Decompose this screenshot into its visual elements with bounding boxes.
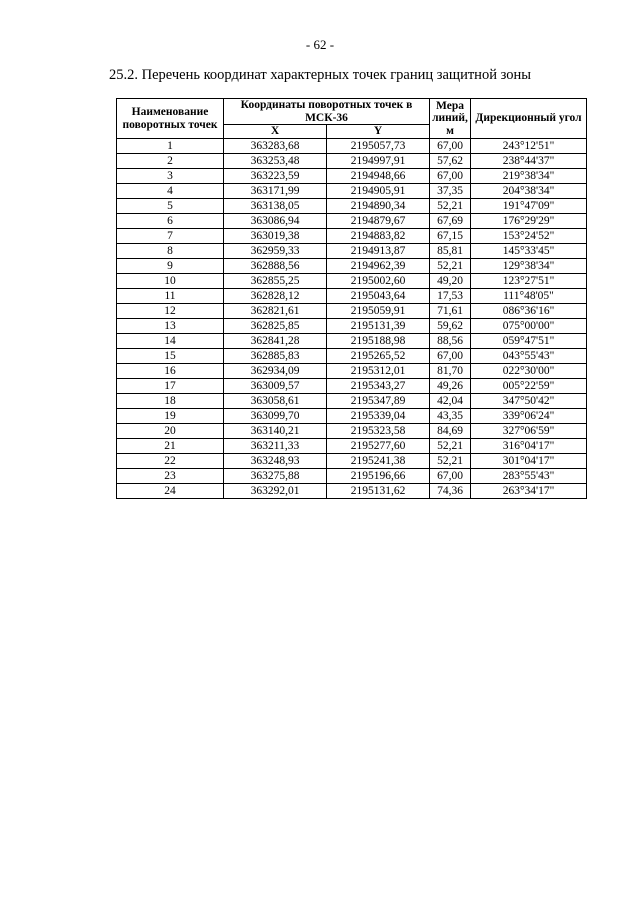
cell-direction-angle: 022°30'00" — [471, 364, 587, 379]
cell-line-length: 67,00 — [430, 349, 471, 364]
cell-x: 362885,83 — [224, 349, 327, 364]
page-number: - 62 - — [305, 37, 335, 52]
table-row — [117, 454, 587, 469]
cell-point-number: 17 — [117, 379, 224, 394]
cell-direction-angle: 005°22'59" — [471, 379, 587, 394]
header-coordinates-group: Координаты поворотных точек в МСК-36 — [224, 99, 430, 125]
cell-y: 2195277,60 — [327, 439, 430, 454]
table-body — [117, 139, 587, 499]
table-row — [117, 154, 587, 169]
cell-line-length: 52,21 — [430, 439, 471, 454]
cell-point-number: 7 — [117, 229, 224, 244]
table-row — [117, 289, 587, 304]
cell-direction-angle: 316°04'17" — [471, 439, 587, 454]
cell-y: 2195196,66 — [327, 469, 430, 484]
cell-x: 362888,56 — [224, 259, 327, 274]
cell-direction-angle: 283°55'43" — [471, 469, 587, 484]
cell-point-number: 21 — [117, 439, 224, 454]
table-row — [117, 484, 587, 499]
table-row — [117, 469, 587, 484]
cell-x: 363253,48 — [224, 154, 327, 169]
cell-direction-angle: 086°36'16" — [471, 304, 587, 319]
cell-point-number: 10 — [117, 274, 224, 289]
cell-point-number: 9 — [117, 259, 224, 274]
cell-direction-angle: 339°06'24" — [471, 409, 587, 424]
header-x: X — [224, 125, 327, 139]
cell-x: 363138,05 — [224, 199, 327, 214]
table-row — [117, 139, 587, 154]
cell-line-length: 67,00 — [430, 169, 471, 184]
cell-point-number: 15 — [117, 349, 224, 364]
cell-direction-angle: 327°06'59" — [471, 424, 587, 439]
cell-x: 362825,85 — [224, 319, 327, 334]
cell-line-length: 57,62 — [430, 154, 471, 169]
cell-point-number: 11 — [117, 289, 224, 304]
header-y: Y — [327, 125, 430, 139]
cell-line-length: 17,53 — [430, 289, 471, 304]
table-row — [117, 364, 587, 379]
cell-y: 2195059,91 — [327, 304, 430, 319]
table-row — [117, 214, 587, 229]
cell-line-length: 52,21 — [430, 259, 471, 274]
cell-line-length: 52,21 — [430, 454, 471, 469]
table-row — [117, 334, 587, 349]
table-row — [117, 319, 587, 334]
cell-y: 2194962,39 — [327, 259, 430, 274]
cell-point-number: 18 — [117, 394, 224, 409]
cell-direction-angle: 129°38'34" — [471, 259, 587, 274]
cell-direction-angle: 347°50'42" — [471, 394, 587, 409]
cell-direction-angle: 176°29'29" — [471, 214, 587, 229]
cell-direction-angle: 204°38'34" — [471, 184, 587, 199]
cell-point-number: 24 — [117, 484, 224, 499]
cell-x: 363099,70 — [224, 409, 327, 424]
cell-line-length: 67,00 — [430, 139, 471, 154]
coordinates-table — [116, 98, 587, 499]
cell-line-length: 81,70 — [430, 364, 471, 379]
cell-y: 2195057,73 — [327, 139, 430, 154]
cell-direction-angle: 238°44'37" — [471, 154, 587, 169]
cell-point-number: 13 — [117, 319, 224, 334]
table-row — [117, 304, 587, 319]
cell-direction-angle: 301°04'17" — [471, 454, 587, 469]
cell-point-number: 14 — [117, 334, 224, 349]
cell-direction-angle: 263°34'17" — [471, 484, 587, 499]
table-row — [117, 244, 587, 259]
cell-line-length: 84,69 — [430, 424, 471, 439]
header-direction-angle: Дирекционный угол — [471, 99, 587, 139]
cell-direction-angle: 153°24'52" — [471, 229, 587, 244]
cell-x: 363019,38 — [224, 229, 327, 244]
cell-point-number: 22 — [117, 454, 224, 469]
cell-point-number: 1 — [117, 139, 224, 154]
table-row — [117, 349, 587, 364]
table-row — [117, 184, 587, 199]
cell-line-length: 52,21 — [430, 199, 471, 214]
cell-x: 362821,61 — [224, 304, 327, 319]
table-row — [117, 199, 587, 214]
cell-line-length: 85,81 — [430, 244, 471, 259]
cell-x: 363211,33 — [224, 439, 327, 454]
cell-point-number: 6 — [117, 214, 224, 229]
cell-y: 2194905,91 — [327, 184, 430, 199]
cell-line-length: 67,00 — [430, 469, 471, 484]
cell-y: 2194948,66 — [327, 169, 430, 184]
table-row — [117, 394, 587, 409]
cell-y: 2195002,60 — [327, 274, 430, 289]
cell-point-number: 23 — [117, 469, 224, 484]
cell-point-number: 19 — [117, 409, 224, 424]
cell-x: 363283,68 — [224, 139, 327, 154]
cell-x: 363009,57 — [224, 379, 327, 394]
cell-x: 363275,88 — [224, 469, 327, 484]
cell-x: 363292,01 — [224, 484, 327, 499]
cell-line-length: 37,35 — [430, 184, 471, 199]
cell-y: 2195131,62 — [327, 484, 430, 499]
cell-point-number: 5 — [117, 199, 224, 214]
table-row — [117, 169, 587, 184]
cell-x: 362959,33 — [224, 244, 327, 259]
cell-x: 362934,09 — [224, 364, 327, 379]
table-row — [117, 409, 587, 424]
cell-y: 2195043,64 — [327, 289, 430, 304]
table-row — [117, 229, 587, 244]
cell-point-number: 16 — [117, 364, 224, 379]
table-row — [117, 439, 587, 454]
cell-y: 2195241,38 — [327, 454, 430, 469]
cell-point-number: 20 — [117, 424, 224, 439]
cell-line-length: 59,62 — [430, 319, 471, 334]
cell-line-length: 43,35 — [430, 409, 471, 424]
cell-point-number: 8 — [117, 244, 224, 259]
document-title: 25.2. Перечень координат характерных точек границ защитной зоны — [109, 67, 531, 83]
cell-direction-angle: 243°12'51" — [471, 139, 587, 154]
cell-y: 2194913,87 — [327, 244, 430, 259]
cell-point-number: 4 — [117, 184, 224, 199]
cell-y: 2194879,67 — [327, 214, 430, 229]
cell-x: 363248,93 — [224, 454, 327, 469]
cell-direction-angle: 111°48'05" — [471, 289, 587, 304]
cell-line-length: 67,15 — [430, 229, 471, 244]
cell-line-length: 42,04 — [430, 394, 471, 409]
cell-point-number: 3 — [117, 169, 224, 184]
cell-y: 2195188,98 — [327, 334, 430, 349]
cell-line-length: 88,56 — [430, 334, 471, 349]
cell-y: 2195347,89 — [327, 394, 430, 409]
cell-point-number: 12 — [117, 304, 224, 319]
cell-y: 2195265,52 — [327, 349, 430, 364]
cell-y: 2194890,34 — [327, 199, 430, 214]
cell-line-length: 49,20 — [430, 274, 471, 289]
cell-line-length: 49,26 — [430, 379, 471, 394]
cell-direction-angle: 145°33'45" — [471, 244, 587, 259]
cell-x: 362841,28 — [224, 334, 327, 349]
cell-point-number: 2 — [117, 154, 224, 169]
table-row — [117, 424, 587, 439]
cell-x: 363140,21 — [224, 424, 327, 439]
table-row — [117, 379, 587, 394]
cell-x: 362855,25 — [224, 274, 327, 289]
header-line-length: Мера линий, м — [430, 99, 471, 139]
cell-line-length: 67,69 — [430, 214, 471, 229]
cell-x: 363171,99 — [224, 184, 327, 199]
cell-y: 2194883,82 — [327, 229, 430, 244]
table-header-row — [117, 99, 587, 125]
cell-y: 2195131,39 — [327, 319, 430, 334]
cell-direction-angle: 043°55'43" — [471, 349, 587, 364]
cell-y: 2195323,58 — [327, 424, 430, 439]
cell-direction-angle: 191°47'09" — [471, 199, 587, 214]
cell-x: 363086,94 — [224, 214, 327, 229]
cell-x: 363223,59 — [224, 169, 327, 184]
cell-line-length: 74,36 — [430, 484, 471, 499]
header-point-name: Наименование поворотных точек — [117, 99, 224, 139]
cell-y: 2195343,27 — [327, 379, 430, 394]
table-row — [117, 259, 587, 274]
cell-y: 2195312,01 — [327, 364, 430, 379]
cell-direction-angle: 059°47'51" — [471, 334, 587, 349]
cell-x: 362828,12 — [224, 289, 327, 304]
cell-direction-angle: 219°38'34" — [471, 169, 587, 184]
cell-direction-angle: 075°00'00" — [471, 319, 587, 334]
cell-x: 363058,61 — [224, 394, 327, 409]
cell-direction-angle: 123°27'51" — [471, 274, 587, 289]
cell-line-length: 71,61 — [430, 304, 471, 319]
cell-y: 2194997,91 — [327, 154, 430, 169]
table-row — [117, 274, 587, 289]
cell-y: 2195339,04 — [327, 409, 430, 424]
